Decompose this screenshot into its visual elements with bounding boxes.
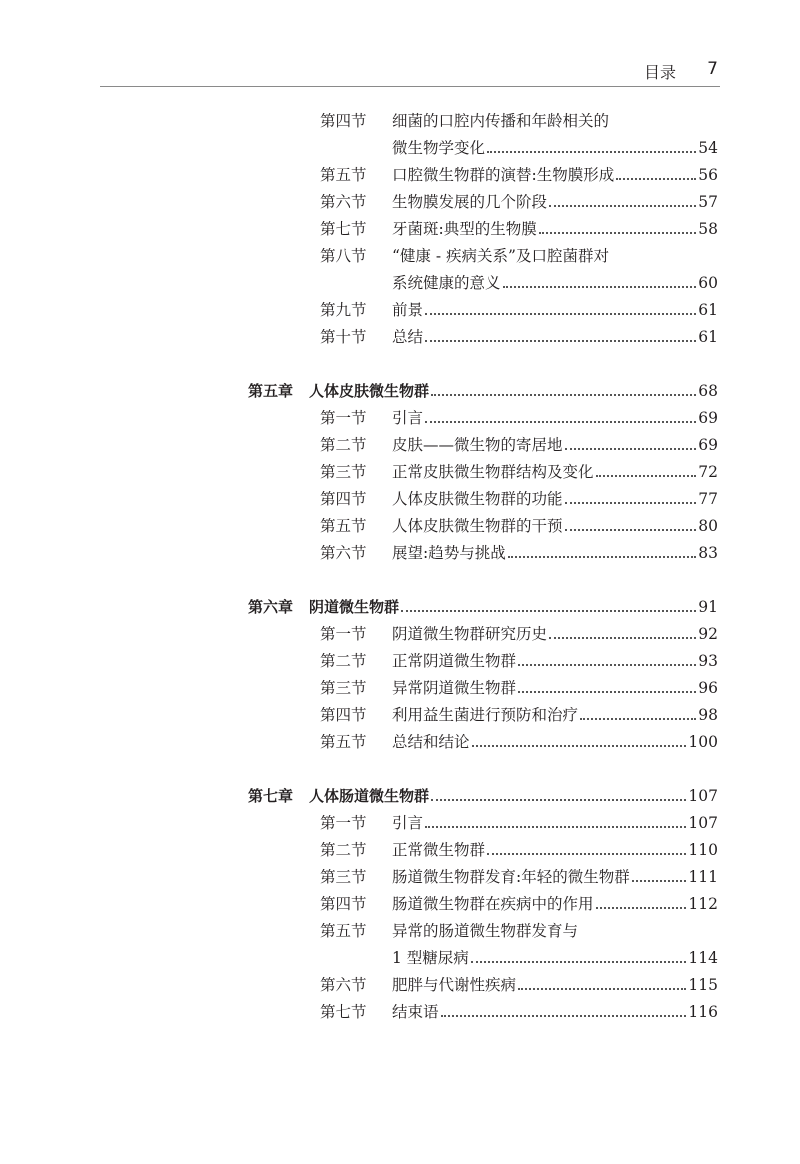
dot-leader [539,232,697,234]
page-number: 115 [688,976,718,994]
dot-leader [549,637,696,639]
section-label: 第一节 [320,814,367,832]
section-title: 总结 [392,328,424,346]
toc-section-entry [320,164,718,186]
toc-section-entry [320,434,718,456]
section-label: 第六节 [320,544,367,562]
section-title: 肥胖与代谢性疾病 [392,976,517,994]
dot-leader [472,745,687,747]
toc-section-entry [320,812,718,834]
dot-leader [518,988,686,990]
header-title: 目录 [643,63,676,82]
section-title-continued: 系统健康的意义 [392,274,501,292]
section-label: 第五节 [320,166,367,184]
section-label: 第十节 [320,328,367,346]
section-label: 第四节 [320,490,367,508]
page-number: 83 [698,544,718,562]
toc-chapter-entry [248,785,718,807]
dot-leader [431,394,696,396]
section-title: 人体皮肤微生物群的功能 [392,490,563,508]
section-title: 人体皮肤微生物群的干预 [392,517,563,535]
chapter-label: 第六章 [248,598,294,616]
dot-leader [565,529,697,531]
page-number: 77 [698,490,718,508]
toc-continuation-line [392,947,718,969]
section-label: 第三节 [320,868,367,886]
page-number: 96 [698,679,718,697]
section-label: 第五节 [320,733,367,751]
page-number: 116 [688,1003,718,1021]
section-label: 第四节 [320,895,367,913]
header-page-number: 7 [707,59,718,79]
toc-section-entry [320,191,718,213]
section-title: 前景 [392,301,424,319]
chapter-title: 人体皮肤微生物群 [309,382,430,400]
dot-leader [471,961,687,963]
section-title: “健康 - 疾病关系”及口腔菌群对 [392,247,609,265]
page-number: 80 [698,517,718,535]
page-number: 92 [698,625,718,643]
dot-leader [425,826,686,828]
page-number: 56 [698,166,718,184]
page-number: 98 [698,706,718,724]
section-title: 生物膜发展的几个阶段 [392,193,548,211]
toc-section-entry [320,326,718,348]
page-number: 69 [698,409,718,427]
toc-section-entry [320,650,718,672]
section-title: 肠道微生物群在疾病中的作用 [392,895,594,913]
page-number: 57 [698,193,718,211]
section-label: 第一节 [320,625,367,643]
section-title-continued: 1 型糖尿病 [392,949,469,967]
toc-chapter-entry [248,596,718,618]
section-title: 利用益生菌进行预防和治疗 [392,706,579,724]
dot-leader [549,205,696,207]
section-label: 第七节 [320,1003,367,1021]
page-number: 68 [698,382,718,400]
section-title: 异常阴道微生物群 [392,679,517,697]
dot-leader [425,340,696,342]
dot-leader [632,880,687,882]
toc-section-entry [320,110,718,132]
toc-continuation-line [392,272,718,294]
dot-leader [518,691,696,693]
page-number: 69 [698,436,718,454]
dot-leader [425,313,696,315]
toc-section-entry [320,461,718,483]
chapter-title: 阴道微生物群 [309,598,400,616]
section-label: 第五节 [320,517,367,535]
page-number: 54 [698,139,718,157]
page-number: 60 [698,274,718,292]
chapter-title: 人体肠道微生物群 [309,787,430,805]
toc-section-entry [320,218,718,240]
dot-leader [503,286,697,288]
section-label: 第九节 [320,301,367,319]
toc-section-entry [320,920,718,942]
dot-leader [425,421,696,423]
toc-continuation-line [392,137,718,159]
section-title: 细菌的口腔内传播和年龄相关的 [392,112,610,130]
toc-section-entry [320,704,718,726]
page-number: 61 [698,328,718,346]
toc-section-entry [320,1001,718,1023]
dot-leader [487,151,696,153]
section-title: 口腔微生物群的演替:生物膜形成 [392,166,615,184]
chapter-label: 第五章 [248,382,294,400]
section-title: 正常微生物群 [392,841,486,859]
section-label: 第七节 [320,220,367,238]
page-number: 112 [688,895,718,913]
page-number: 111 [688,868,718,886]
page-number: 61 [698,301,718,319]
section-title: 引言 [392,814,424,832]
page-number: 110 [688,841,718,859]
page-number: 93 [698,652,718,670]
dot-leader [565,448,697,450]
section-label: 第二节 [320,652,367,670]
section-title: 皮肤——微生物的寄居地 [392,436,563,454]
section-label: 第四节 [320,706,367,724]
section-title: 正常皮肤微生物群结构及变化 [392,463,594,481]
section-label: 第六节 [320,976,367,994]
toc-section-entry [320,677,718,699]
dot-leader [518,664,696,666]
section-label: 第四节 [320,112,367,130]
page-number: 91 [698,598,718,616]
section-title-continued: 微生物学变化 [392,139,486,157]
toc-section-entry [320,407,718,429]
dot-leader [508,556,697,558]
section-label: 第六节 [320,193,367,211]
section-title: 结束语 [392,1003,439,1021]
section-title: 阴道微生物群研究历史 [392,625,548,643]
page-number: 100 [688,733,718,751]
section-label: 第二节 [320,436,367,454]
section-label: 第三节 [320,463,367,481]
dot-leader [580,718,696,720]
dot-leader [431,799,686,801]
toc-chapter-entry [248,380,718,402]
dot-leader [565,502,697,504]
page-number: 107 [688,787,718,805]
section-label: 第五节 [320,922,367,940]
section-title: 展望:趋势与挑战 [392,544,506,562]
toc-section-entry [320,893,718,915]
dot-leader [441,1015,687,1017]
chapter-label: 第七章 [248,787,294,805]
toc-section-entry [320,542,718,564]
section-label: 第一节 [320,409,367,427]
section-title: 引言 [392,409,424,427]
toc-section-entry [320,974,718,996]
section-title: 异常的肠道微生物群发育与 [392,922,579,940]
section-label: 第二节 [320,841,367,859]
dot-leader [401,610,696,612]
page-number: 72 [698,463,718,481]
dot-leader [596,475,697,477]
toc-section-entry [320,488,718,510]
section-title: 正常阴道微生物群 [392,652,517,670]
section-title: 总结和结论 [392,733,470,751]
page-number: 58 [698,220,718,238]
section-title: 牙菌斑:典型的生物膜 [392,220,537,238]
toc-section-entry [320,839,718,861]
dot-leader [596,907,687,909]
toc-section-entry [320,623,718,645]
section-label: 第八节 [320,247,367,265]
page-number: 107 [688,814,718,832]
toc-section-entry [320,731,718,753]
toc-section-entry [320,299,718,321]
toc-section-entry [320,515,718,537]
toc-section-entry [320,866,718,888]
dot-leader [616,178,696,180]
page-number: 114 [688,949,718,967]
section-label: 第三节 [320,679,367,697]
dot-leader [487,853,686,855]
toc-section-entry [320,245,718,267]
section-title: 肠道微生物群发育:年轻的微生物群 [392,868,630,886]
